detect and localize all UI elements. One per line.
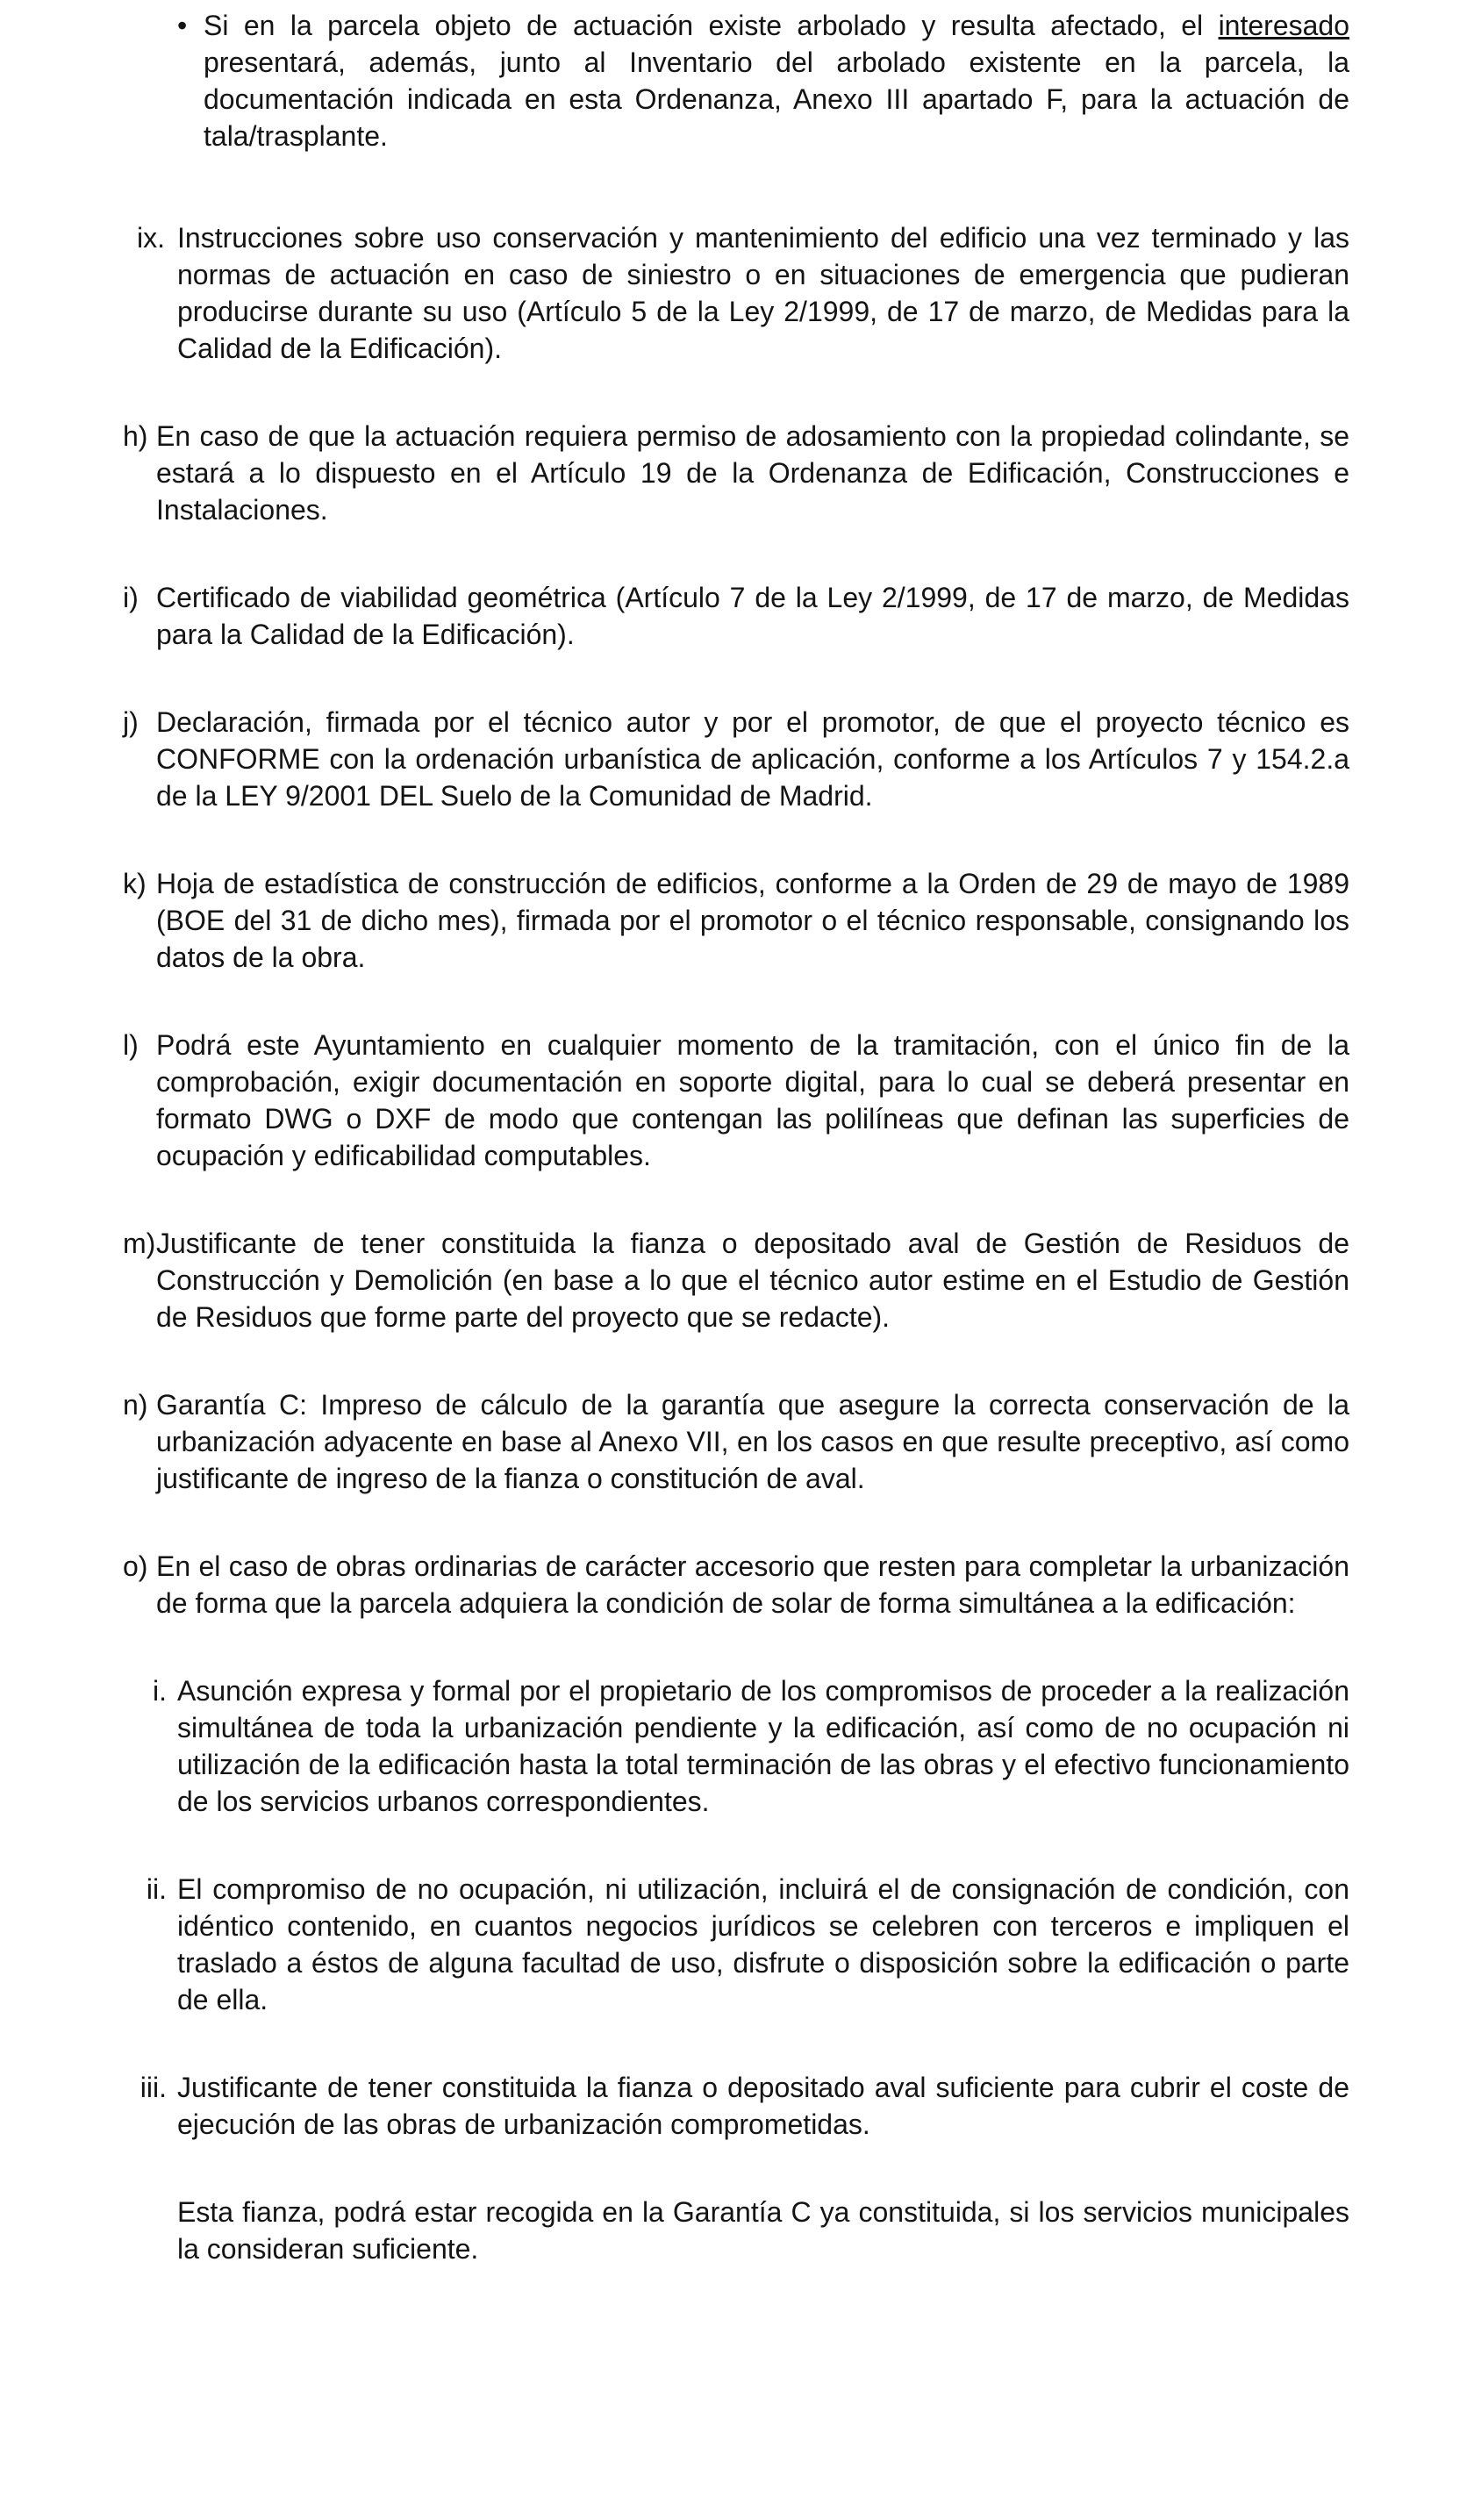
list-item [123, 1548, 1349, 1622]
item-text: Hoja de estadística de construcción de edificios, conforme a la Orden de 29 de mayo de 1989 (BOE del 31 de dicho mes), firmada por el promotor o el técnico responsable, consignando los datos de la obra. [156, 868, 1349, 973]
list-item [123, 1027, 1349, 1174]
bullet-icon: • [177, 10, 188, 41]
list-item [123, 1672, 1349, 1820]
item-marker: k) [123, 868, 147, 899]
item-marker: h) [123, 420, 148, 452]
item-marker: i) [123, 582, 139, 613]
item-marker: m) [123, 1228, 156, 1259]
item-marker: ix. [137, 222, 165, 254]
list-item [123, 1386, 1349, 1497]
list-item [123, 1225, 1349, 1335]
text-segment: presentará, además, junto al Inventario del arbolado existente en la parcela, la documentación indicada en esta Ordenanza, Anexo III apartado F, para la actuación de tala/trasplante. [204, 47, 1349, 152]
item-text: Garantía C: Impreso de cálculo de la garantía que asegure la correcta conservación de la urbanización adyacente en base al Anexo VII, en los casos en que resulte preceptivo, así como justificante de ingreso de la fianza o constitución de aval. [156, 1389, 1349, 1494]
item-text: Justificante de tener constituida la fianza o depositado aval de Gestión de Residuos de Construcción y Demolición (en base a lo que el técnico autor estime en el Estudio de Gestión de Residuos que forme parte del proyecto que se redacte). [156, 1228, 1349, 1333]
item-text: Esta fianza, podrá estar recogida en la Garantía C ya constituida, si los servicios municipales la consideran suficiente. [177, 2196, 1349, 2265]
list-item [123, 219, 1349, 367]
item-text: Podrá este Ayuntamiento en cualquier momento de la tramitación, con el único fin de la comprobación, exigir documentación en soporte digital, para lo cual se deberá presentar en formato DWG o DXF de modo que contengan las polilíneas que definan las superficies de ocupación y edificabilidad computables. [156, 1029, 1349, 1171]
item-text: El compromiso de no ocupación, ni utilización, incluirá el de consignación de condición, con idéntico contenido, en cuantos negocios jurídicos se celebren con terceros e impliquen el traslado a éstos de alguna facultad de uso, disfrute o disposición sobre la edificación o parte de ella. [177, 1873, 1349, 2015]
item-text: Justificante de tener constituida la fianza o depositado aval suficiente para cubrir el coste de ejecución de las obras de urbanización comprometidas. [177, 2072, 1349, 2140]
list-item [123, 2069, 1349, 2143]
item-text: Instrucciones sobre uso conservación y mantenimiento del edificio una vez terminado y las normas de actuación en caso de siniestro o en situaciones de emergencia que pudieran producirse durante su uso (Artículo 5 de la Ley 2/1999, de 17 de marzo, de Medidas para la Calidad de la Edificación). [177, 222, 1349, 364]
item-marker: ii. [146, 1873, 167, 1905]
item-text: Certificado de viabilidad geométrica (Artículo 7 de la Ley 2/1999, de 17 de marzo, de Medidas para la Calidad de la Edificación). [156, 582, 1349, 650]
list-item [123, 2194, 1349, 2267]
item-text [204, 10, 1349, 152]
list-item [123, 418, 1349, 528]
item-marker: l) [123, 1029, 139, 1061]
underlined-text: interesado [1218, 10, 1349, 41]
item-marker: o) [123, 1550, 148, 1582]
text-segment: Si en la parcela objeto de actuación existe arbolado y resulta afectado, el [204, 10, 1219, 41]
item-text: Asunción expresa y formal por el propietario de los compromisos de proceder a la realización simultánea de toda la urbanización pendiente y la edificación, así como de no ocupación ni utilización de la edificación hasta la total terminación de las obras y el efectivo funcionamiento de los servicios urbanos correspondientes. [177, 1675, 1349, 1817]
list-item [123, 7, 1349, 154]
item-marker: iii. [140, 2072, 167, 2103]
item-marker: i. [153, 1675, 167, 1707]
list-item [123, 704, 1349, 814]
item-text: En caso de que la actuación requiera permiso de adosamiento con la propiedad colindante, se estará a lo dispuesto en el Artículo 19 de la Ordenanza de Edificación, Construcciones e Instalaciones. [156, 420, 1349, 526]
list-item [123, 1871, 1349, 2018]
list-item [123, 865, 1349, 976]
item-text: En el caso de obras ordinarias de carácter accesorio que resten para completar la urbanización de forma que la parcela adquiera la condición de solar de forma simultánea a la edificación: [156, 1550, 1349, 1619]
item-marker: j) [123, 706, 139, 738]
item-text: Declaración, firmada por el técnico autor y por el promotor, de que el proyecto técnico es CONFORME con la ordenación urbanística de aplicación, conforme a los Artículos 7 y 154.2.a de la LEY 9/2001 DEL Suelo de la Comunidad de Madrid. [156, 706, 1349, 812]
list-item [123, 579, 1349, 653]
item-marker: n) [123, 1389, 148, 1421]
